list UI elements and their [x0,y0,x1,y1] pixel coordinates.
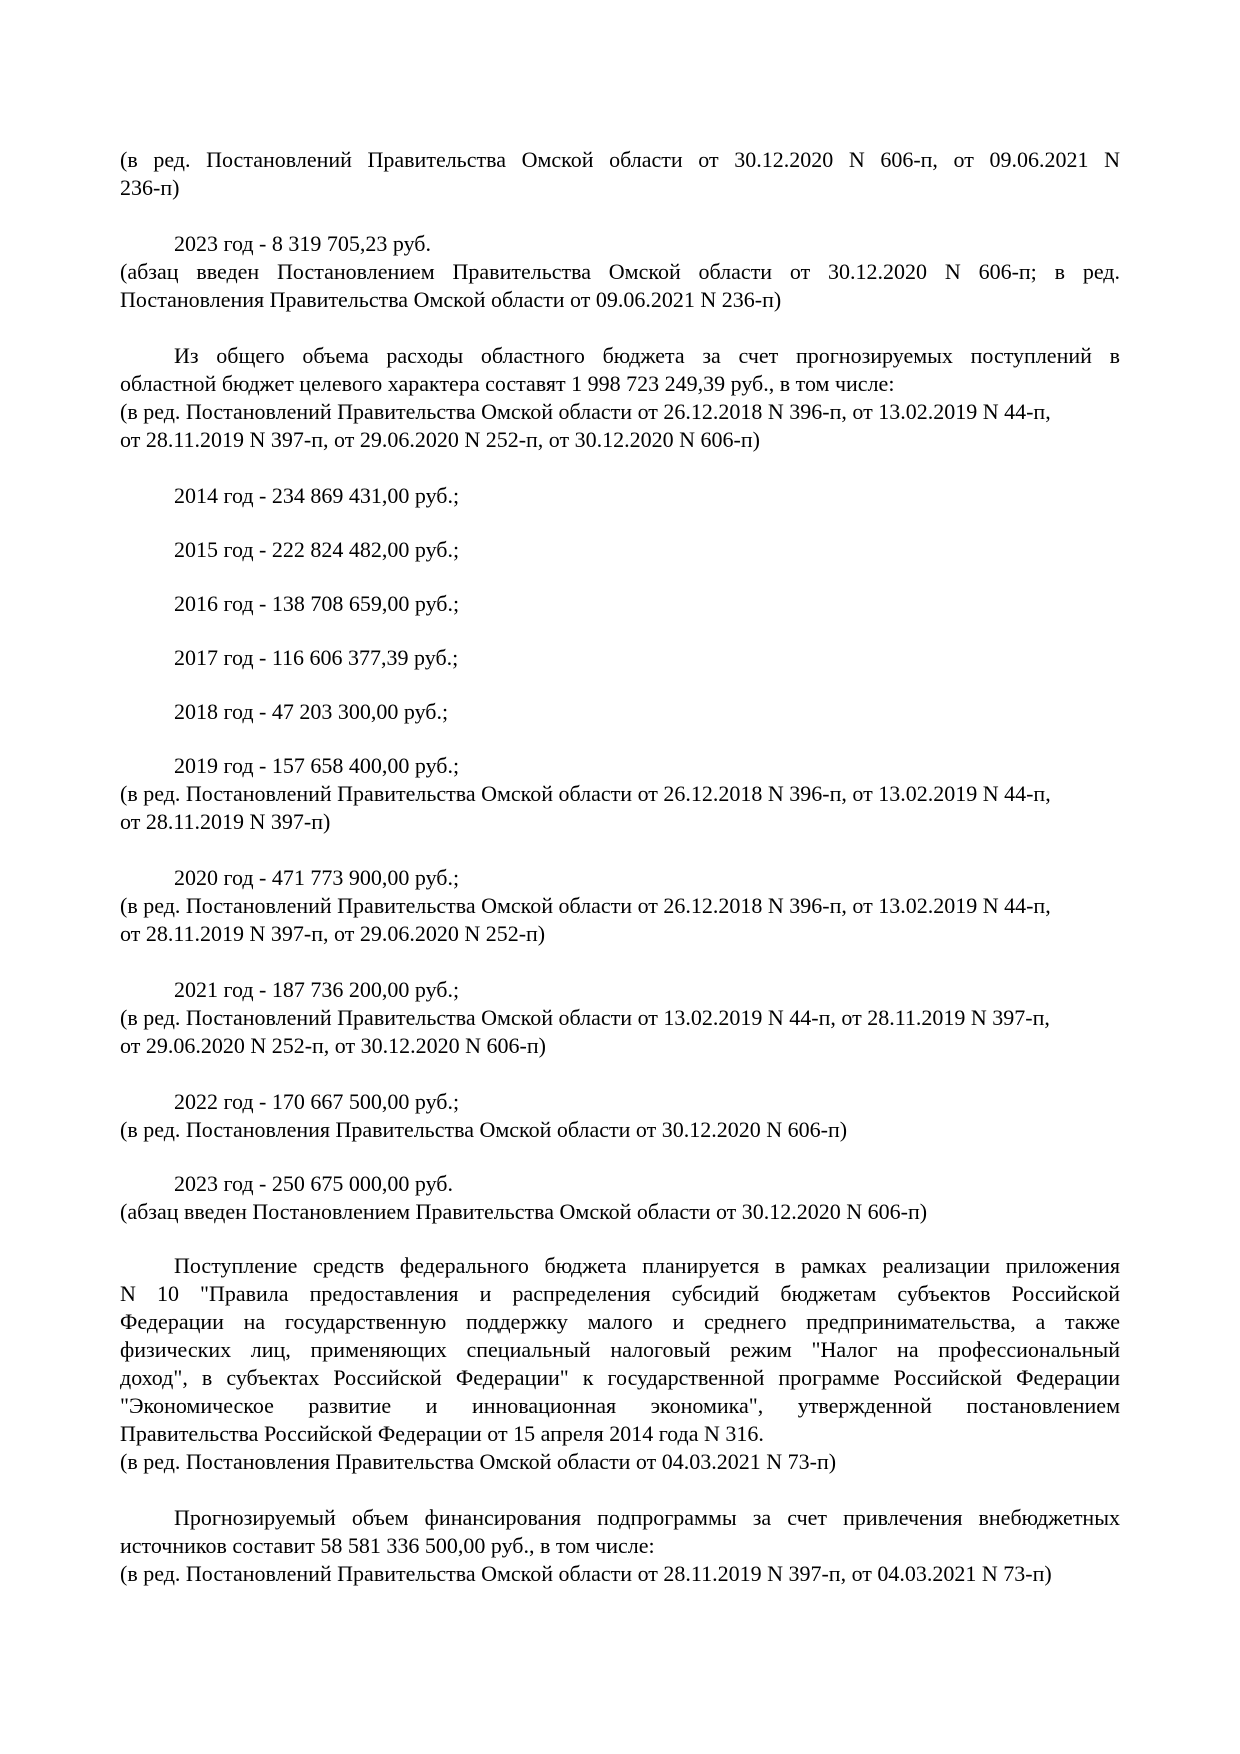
text-line: (в ред. Постановлений Правительства Омской области от 28.11.2019 N 397-п, от 04.03.2021 N 73-п) [120,1561,1052,1586]
text-line: 236-п) [120,175,180,200]
text-line: 2017 год - 116 606 377,39 руб.; [174,645,459,670]
year-amount-item [120,482,1120,510]
text-line: (в ред. Постановлений Правительства Омской области от 26.12.2018 N 396-п, от 13.02.2019 N 44-п, [120,781,1051,806]
text-line: от 28.11.2019 N 397-п) [120,809,331,834]
text-line: (абзац введен Постановлением Правительства Омской области от 30.12.2020 N 606-п) [120,1199,928,1224]
text-line: (в ред. Постановлений Правительства Омской области от 26.12.2018 N 396-п, от 13.02.2019 N 44-п, [120,399,1051,424]
year-amount-item [120,1170,1120,1226]
text-line: 2020 год - 471 773 900,00 руб.; [174,865,460,890]
text-line: (в ред. Постановлений Правительства Омской области от 30.12.2020 N 606-п, от 09.06.2021 N [120,147,1120,172]
year-amount-item [120,698,1120,726]
text-line: от 28.11.2019 N 397-п, от 29.06.2020 N 252-п, от 30.12.2020 N 606-п) [120,427,760,452]
text-line: (в ред. Постановления Правительства Омской области от 30.12.2020 N 606-п) [120,1117,848,1142]
amendment-note [120,146,1120,202]
text-line: 2023 год - 250 675 000,00 руб. [174,1171,453,1196]
paragraph [120,1504,1120,1588]
year-amount-item [120,864,1120,948]
text-line: 2014 год - 234 869 431,00 руб.; [174,483,460,508]
amendment-note [120,258,1120,314]
text-line: Постановления Правительства Омской области от 09.06.2021 N 236-п) [120,287,782,312]
text-line: (абзац введен Постановлением Правительства Омской области от 30.12.2020 N 606-п; в ред. [120,259,1120,284]
text-line: источников составит 58 581 336 500,00 руб., в том числе: [120,1533,655,1558]
year-amount-item [120,536,1120,564]
text-line: 2018 год - 47 203 300,00 руб.; [174,699,449,724]
text-line: "Экономическое развитие и инновационная экономика", утвержденной постановлением [120,1393,1120,1418]
year-amount-item [120,1088,1120,1144]
year-amount-item [120,976,1120,1060]
year-amount-item [120,752,1120,836]
text-line: Прогнозируемый объем финансирования подпрограммы за счет привлечения внебюджетных [174,1505,1120,1530]
text-line: 2021 год - 187 736 200,00 руб.; [174,977,460,1002]
text-line: 2015 год - 222 824 482,00 руб.; [174,537,460,562]
text-line: 2023 год - 8 319 705,23 руб. [174,231,431,256]
text-line: Правительства Российской Федерации от 15 апреля 2014 года N 316. [120,1421,764,1446]
text-line: 2019 год - 157 658 400,00 руб.; [174,753,460,778]
text-line: Федерации на государственную поддержку малого и среднего предпринимательства, а также [120,1309,1120,1334]
text-line: 2022 год - 170 667 500,00 руб.; [174,1089,460,1114]
paragraph [120,342,1120,454]
text-line: 2016 год - 138 708 659,00 руб.; [174,591,460,616]
text-line: доход", в субъектах Российской Федерации" к государственной программе Российской Федерации [120,1365,1120,1390]
year-amount-item [120,644,1120,672]
text-line: Из общего объема расходы областного бюджета за счет прогнозируемых поступлений в [174,343,1120,368]
text-line: физических лиц, применяющих специальный налоговый режим "Налог на профессиональный [120,1337,1120,1362]
text-line: N 10 "Правила предоставления и распределения субсидий бюджетам субъектов Российской [120,1281,1120,1306]
text-line: (в ред. Постановлений Правительства Омской области от 13.02.2019 N 44-п, от 28.11.2019 N 397-п, [120,1005,1050,1030]
text-line: (в ред. Постановлений Правительства Омской области от 26.12.2018 N 396-п, от 13.02.2019 N 44-п, [120,893,1051,918]
text-line: областной бюджет целевого характера составят 1 998 723 249,39 руб., в том числе: [120,371,895,396]
text-line: (в ред. Постановления Правительства Омской области от 04.03.2021 N 73-п) [120,1449,837,1474]
year-amount-item [120,590,1120,618]
text-line: от 28.11.2019 N 397-п, от 29.06.2020 N 252-п) [120,921,546,946]
text-line: Поступление средств федерального бюджета планируется в рамках реализации приложения [174,1253,1120,1278]
year-amount-item [120,230,1120,258]
text-line: от 29.06.2020 N 252-п, от 30.12.2020 N 606-п) [120,1033,546,1058]
paragraph [120,1252,1120,1476]
